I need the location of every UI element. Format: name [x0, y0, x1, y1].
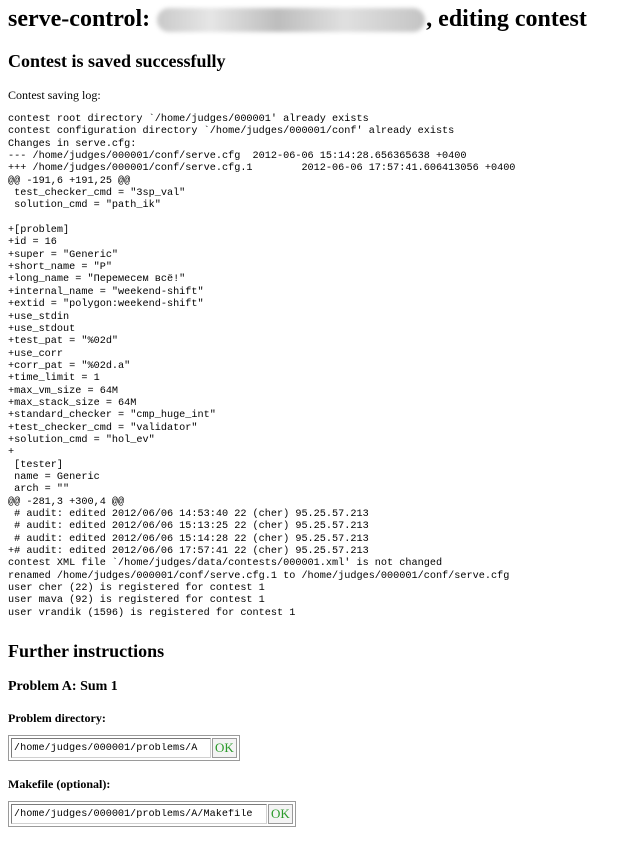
log-line: +solution_cmd = "hol_ev" — [8, 434, 155, 446]
log-line: --- /home/judges/000001/conf/serve.cfg 2012-06-06 15:14:28.656365638 +0400 — [8, 151, 467, 163]
log-line: arch = "" — [8, 484, 70, 496]
log-line: contest configuration directory `/home/judges/000001/conf' already exists — [8, 126, 455, 138]
log-line: +max_stack_size = 64M — [8, 397, 137, 409]
problem-directory-ok-button[interactable]: OK — [212, 738, 237, 758]
log-line: +internal_name = "weekend-shift" — [8, 286, 204, 298]
log-line: [tester] — [8, 459, 64, 471]
problem-heading: Problem A: Sum 1 — [8, 679, 118, 695]
log-line: +use_stdin — [8, 311, 70, 323]
log-line: +test_checker_cmd = "validator" — [8, 422, 198, 434]
log-line: name = Generic — [8, 471, 100, 483]
log-line: +extid = "polygon:weekend-shift" — [8, 299, 204, 311]
log-line: contest root directory `/home/judges/000001' already exists — [8, 114, 369, 125]
problem-directory-input[interactable] — [11, 738, 211, 758]
log-line: +standard_checker = "cmp_huge_int" — [8, 410, 216, 422]
save-status-heading: Contest is saved successfully — [8, 51, 226, 71]
log-line: +++ /home/judges/000001/conf/serve.cfg.1 2012-06-06 17:57:41.606413056 +0400 — [8, 163, 516, 175]
log-line: +super = "Generic" — [8, 249, 119, 261]
makefile-ok-button[interactable]: OK — [268, 804, 293, 824]
log-line: +# audit: edited 2012/06/06 17:57:41 22 (cher) 95.25.57.213 — [8, 546, 369, 558]
page-title-suffix: , editing contest — [426, 6, 587, 32]
log-line: +short_name = "P" — [8, 262, 112, 274]
log-line: +test_pat = "%02d" — [8, 336, 119, 348]
log-line: # audit: edited 2012/06/06 14:53:40 22 (cher) 95.25.57.213 — [8, 509, 369, 520]
log-line: # audit: edited 2012/06/06 15:14:28 22 (cher) 95.25.57.213 — [8, 533, 369, 545]
makefile-label: Makefile (optional): — [8, 777, 111, 792]
log-line: Changes in serve.cfg: — [8, 138, 137, 150]
log-line: user cher (22) is registered for contest 1 — [8, 583, 265, 595]
log-line: contest XML file `/home/judges/data/contests/000001.xml' is not changed — [8, 558, 443, 570]
log-line: +time_limit = 1 — [8, 373, 100, 385]
problem-directory-label: Problem directory: — [8, 711, 106, 726]
log-line: user vrandik (1596) is registered for contest 1 — [8, 607, 296, 619]
page-title — [8, 4, 626, 34]
log-line: +corr_pat = "%02d.a" — [8, 360, 131, 372]
log-line: # audit: edited 2012/06/06 15:13:25 22 (cher) 95.25.57.213 — [8, 521, 369, 533]
log-line: +use_corr — [8, 348, 64, 360]
log-line: + — [8, 447, 15, 459]
log-line: test_checker_cmd = "3sp_val" — [8, 188, 186, 200]
log-line: +max_vm_size = 64M — [8, 385, 119, 397]
log-line: +long_name = "Перемесем всё!" — [8, 274, 186, 286]
makefile-input[interactable] — [11, 804, 267, 824]
log-line: user mava (92) is registered for contest 1 — [8, 595, 265, 607]
log-line: solution_cmd = "path_ik" — [8, 200, 161, 212]
log-line: +use_stdout — [8, 323, 76, 335]
log-line: @@ -191,6 +191,25 @@ — [8, 175, 131, 187]
log-line: +id = 16 — [8, 237, 57, 249]
makefile-form — [8, 801, 296, 827]
saving-log — [8, 114, 626, 620]
page-title-prefix: serve-control: — [8, 6, 151, 32]
problem-directory-form — [8, 735, 240, 761]
further-instructions-heading: Further instructions — [8, 641, 165, 662]
log-line: @@ -281,3 +300,4 @@ — [8, 496, 125, 508]
log-line: renamed /home/judges/000001/conf/serve.cfg.1 to /home/judges/000001/conf/serve.cfg — [8, 570, 510, 582]
redacted-contest-name — [157, 8, 425, 32]
log-line: +[problem] — [8, 225, 70, 237]
log-label: Contest saving log: — [8, 88, 101, 102]
